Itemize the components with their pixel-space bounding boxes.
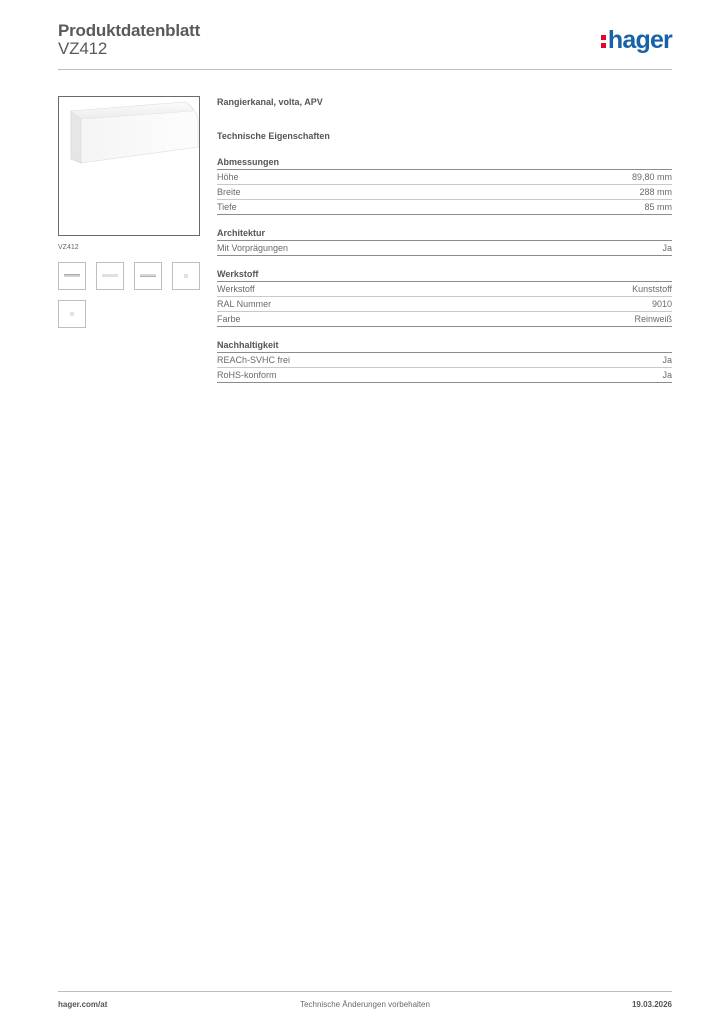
document-subtitle: VZ412 bbox=[58, 39, 108, 58]
spec-value: 89,80 mm bbox=[631, 172, 672, 182]
specifications-panel bbox=[217, 96, 672, 383]
spec-label: Mit Vorprägungen bbox=[217, 243, 289, 253]
spec-label: Farbe bbox=[217, 314, 241, 324]
spec-row-breite bbox=[217, 185, 672, 200]
document-title: Produktdatenblatt bbox=[58, 21, 201, 40]
spec-value: 288 mm bbox=[639, 187, 672, 197]
cable-duct-image bbox=[59, 97, 199, 235]
spec-value: 9010 bbox=[651, 299, 672, 309]
logo-text: hager bbox=[607, 26, 672, 54]
spec-label: Höhe bbox=[217, 172, 239, 182]
spec-row-werkstoff bbox=[217, 282, 672, 297]
page-footer bbox=[58, 991, 672, 1012]
spec-label: RoHS-konform bbox=[217, 370, 277, 380]
image-caption: VZ412 bbox=[58, 244, 79, 251]
thumbnail-5[interactable] bbox=[58, 300, 86, 328]
thumbnail-end-icon bbox=[173, 263, 199, 289]
logo-dots-icon bbox=[601, 32, 607, 49]
spec-label: RAL Nummer bbox=[217, 299, 272, 309]
product-name: Rangierkanal, volta, APV bbox=[217, 97, 323, 107]
spec-value: Ja bbox=[662, 243, 672, 253]
spec-value: 85 mm bbox=[644, 202, 672, 212]
footer-website-link[interactable]: hager.com/at bbox=[58, 1000, 108, 1009]
group-title: Werkstoff bbox=[217, 268, 672, 282]
spec-row-vorpraegungen bbox=[217, 241, 672, 256]
thumbnail-1[interactable] bbox=[58, 262, 86, 290]
spec-value: Reinweiß bbox=[634, 314, 672, 324]
spec-row-ral-nummer bbox=[217, 297, 672, 312]
thumbnail-4[interactable] bbox=[172, 262, 200, 290]
spec-row-rohs bbox=[217, 368, 672, 383]
footer-date: 19.03.2026 bbox=[631, 1000, 672, 1009]
spec-label: Breite bbox=[217, 187, 241, 197]
spec-value: Ja bbox=[662, 355, 672, 365]
thumbnail-3[interactable] bbox=[134, 262, 162, 290]
section-heading: Technische Eigenschaften bbox=[217, 131, 330, 141]
spec-value: Ja bbox=[662, 370, 672, 380]
footer-disclaimer: Technische Änderungen vorbehalten bbox=[300, 1000, 430, 1009]
thumbnail-2[interactable] bbox=[96, 262, 124, 290]
thumbnail-front-icon bbox=[59, 263, 85, 289]
spec-row-reach bbox=[217, 353, 672, 368]
page-header bbox=[58, 20, 672, 70]
spec-label: Tiefe bbox=[217, 202, 237, 212]
hager-logo[interactable] bbox=[601, 28, 672, 53]
spec-label: Werkstoff bbox=[217, 284, 255, 294]
thumbnail-side-icon bbox=[97, 263, 123, 289]
group-nachhaltigkeit bbox=[217, 339, 672, 383]
thumbnail-angled-icon bbox=[135, 263, 161, 289]
group-title: Abmessungen bbox=[217, 156, 672, 170]
group-title: Architektur bbox=[217, 227, 672, 241]
group-title: Nachhaltigkeit bbox=[217, 339, 672, 353]
product-image bbox=[58, 96, 200, 236]
thumbnail-end-small-icon bbox=[59, 301, 85, 327]
group-architektur bbox=[217, 227, 672, 256]
group-werkstoff bbox=[217, 268, 672, 327]
spec-value: Kunststoff bbox=[632, 284, 672, 294]
group-abmessungen bbox=[217, 156, 672, 215]
spec-row-hoehe bbox=[217, 170, 672, 185]
spec-row-tiefe bbox=[217, 200, 672, 215]
spec-label: REACh-SVHC frei bbox=[217, 355, 291, 365]
spec-row-farbe bbox=[217, 312, 672, 327]
